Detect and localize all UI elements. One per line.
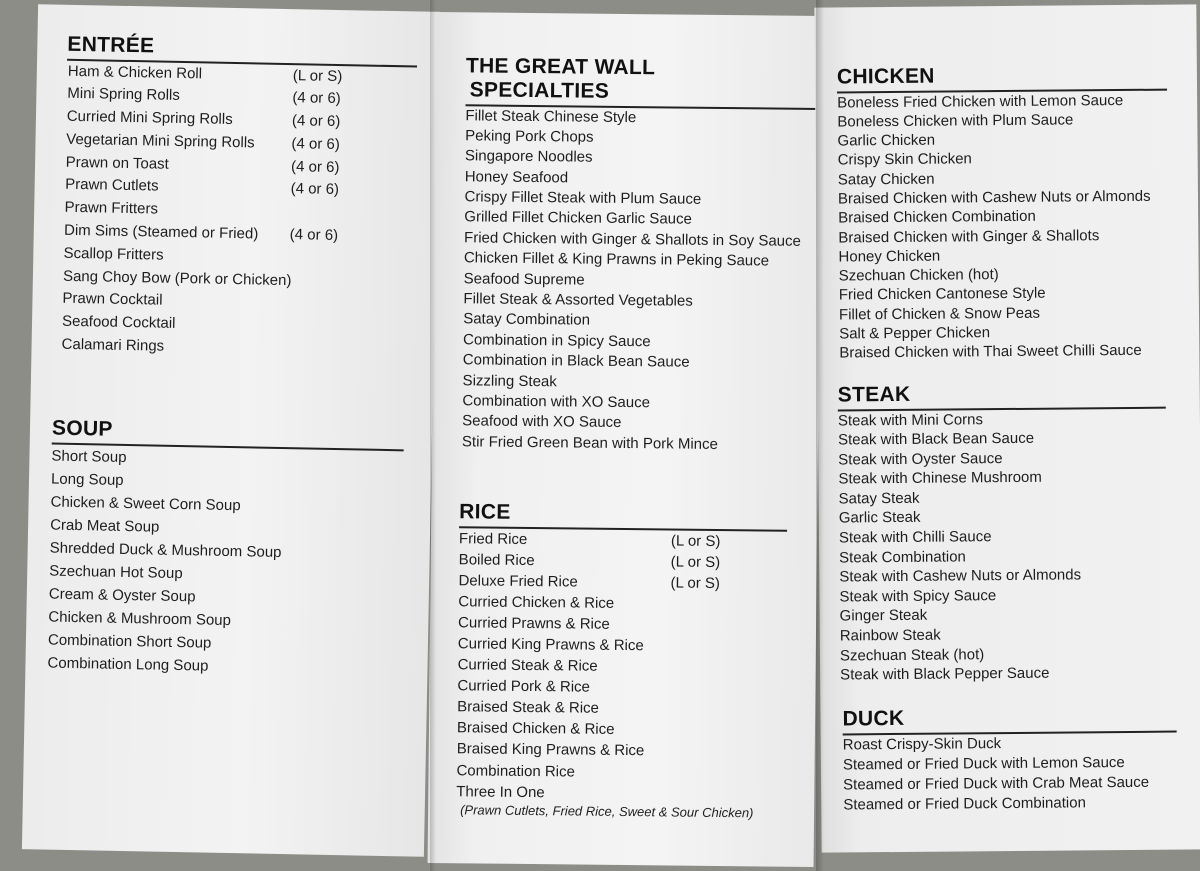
rice-title: RICE bbox=[459, 500, 511, 524]
duck-item-name: Steamed or Fried Duck Combination bbox=[843, 793, 1086, 813]
fold-crease-left bbox=[430, 0, 436, 871]
rice-item-portion: (L or S) bbox=[670, 553, 721, 571]
entree-item-name: Scallop Fritters bbox=[63, 244, 164, 264]
specialties-title-line2: SPECIALTIES bbox=[469, 78, 610, 103]
chicken-item-name: Braised Chicken with Thai Sweet Chilli Sauce bbox=[839, 342, 1142, 362]
entree-item-name: Prawn Fritters bbox=[64, 199, 159, 218]
entree-list bbox=[61, 60, 417, 363]
chicken-item-name: Braised Chicken with Ginger & Shallots bbox=[838, 226, 1100, 247]
steak-title: STEAK bbox=[837, 382, 911, 407]
duck-item-name: Steamed or Fried Duck with Crab Meat Sauce bbox=[843, 773, 1150, 793]
chicken-item-name: Fillet of Chicken & Snow Peas bbox=[838, 304, 1041, 324]
entree-item-name: Dim Sims (Steamed or Fried) bbox=[63, 221, 259, 243]
entree-item-portion: (4 or 6) bbox=[290, 157, 340, 176]
soup-item-name: Szechuan Hot Soup bbox=[49, 562, 183, 582]
rice-section bbox=[456, 500, 787, 820]
rice-item-name: Curried Steak & Rice bbox=[457, 656, 598, 675]
rice-item bbox=[456, 781, 784, 806]
soup-item-name: Shredded Duck & Mushroom Soup bbox=[49, 539, 282, 561]
duck-item-name: Steamed or Fried Duck with Lemon Sauce bbox=[842, 753, 1125, 773]
chicken-item-name: Szechuan Chicken (hot) bbox=[838, 266, 999, 285]
steak-item-name: Steak with Spicy Sauce bbox=[839, 586, 997, 606]
entree-title: ENTRÉE bbox=[67, 32, 155, 58]
steak-item-name: Satay Steak bbox=[838, 489, 920, 508]
entree-item-name: Mini Spring Rolls bbox=[67, 85, 181, 105]
specialty-item-name: Seafood Supreme bbox=[463, 269, 585, 289]
specialties-title-line1: THE GREAT WALL bbox=[465, 54, 656, 80]
soup-item-name: Crab Meat Soup bbox=[49, 516, 160, 536]
steak-list bbox=[838, 408, 1168, 685]
specialties-section bbox=[462, 54, 820, 456]
entree-item-name: Prawn on Toast bbox=[65, 153, 169, 173]
specialty-item-name: Singapore Noodles bbox=[464, 147, 593, 166]
specialty-item-name: Chicken Fillet & King Prawns in Peking Sauce bbox=[463, 249, 770, 270]
chicken-item-name: Honey Chicken bbox=[838, 247, 941, 266]
entree-item-name: Sang Choy Bow (Pork or Chicken) bbox=[62, 267, 292, 289]
soup-item-name: Long Soup bbox=[50, 470, 124, 489]
soup-item-name: Short Soup bbox=[51, 447, 127, 466]
duck-item bbox=[843, 792, 1177, 815]
rice-item-name: Curried Chicken & Rice bbox=[458, 593, 615, 612]
specialty-item-name: Honey Seafood bbox=[464, 167, 569, 187]
chicken-item-name: Boneless Fried Chicken with Lemon Sauce bbox=[837, 91, 1124, 111]
chicken-item-name: Crispy Skin Chicken bbox=[837, 150, 972, 169]
steak-item-name: Steak with Mini Corns bbox=[837, 410, 984, 429]
specialty-item-name: Grilled Fillet Chicken Garlic Sauce bbox=[464, 208, 692, 229]
rice-item-name: Braised Steak & Rice bbox=[457, 698, 600, 717]
entree-item-name: Vegetarian Mini Spring Rolls bbox=[66, 130, 255, 152]
fold-crease-right bbox=[816, 0, 824, 871]
entree-item-name: Seafood Cocktail bbox=[61, 313, 176, 333]
steak-section bbox=[838, 381, 1169, 686]
entree-item-name: Curried Mini Spring Rolls bbox=[66, 107, 233, 129]
entree-item-portion: (4 or 6) bbox=[291, 135, 341, 153]
soup-item-name: Chicken & Mushroom Soup bbox=[48, 608, 232, 629]
steak-item-name: Steak with Black Bean Sauce bbox=[838, 429, 1035, 449]
soup-list bbox=[47, 444, 403, 681]
rice-item-name: Braised King Prawns & Rice bbox=[456, 740, 645, 760]
chicken-item-name: Satay Chicken bbox=[837, 170, 935, 189]
steak-item-name: Szechuan Steak (hot) bbox=[839, 645, 985, 665]
duck-item-name: Roast Crispy-Skin Duck bbox=[842, 734, 1002, 753]
rice-item-name: Curried King Prawns & Rice bbox=[457, 635, 644, 655]
menu-panel-left bbox=[22, 4, 440, 857]
specialty-item-name: Fillet Steak & Assorted Vegetables bbox=[463, 290, 693, 310]
rice-list bbox=[456, 528, 787, 806]
soup-item-name: Combination Long Soup bbox=[47, 654, 209, 675]
chicken-item-name: Boneless Chicken with Plum Sauce bbox=[837, 111, 1074, 131]
chicken-section bbox=[837, 63, 1170, 364]
rice-item-portion: (L or S) bbox=[670, 574, 721, 592]
soup-title: SOUP bbox=[51, 416, 113, 441]
chicken-item bbox=[839, 341, 1169, 363]
three-in-one-note: (Prawn Cutlets, Fried Rice, Sweet & Sour Chicken) bbox=[460, 802, 754, 821]
chicken-title: CHICKEN bbox=[836, 64, 935, 89]
entree-item-name: Prawn Cutlets bbox=[65, 176, 159, 196]
chicken-item-name: Braised Chicken Combination bbox=[838, 208, 1036, 227]
rice-item-name: Deluxe Fried Rice bbox=[458, 571, 578, 591]
specialty-item-name: Stir Fried Green Bean with Pork Mince bbox=[461, 433, 718, 453]
soup-item-name: Combination Short Soup bbox=[47, 631, 212, 652]
soup-item-name: Cream & Oyster Soup bbox=[48, 585, 196, 605]
specialty-item-name: Peking Pork Chops bbox=[465, 127, 594, 146]
chicken-item-name: Salt & Pepper Chicken bbox=[839, 324, 991, 343]
specialty-item-name: Sizzling Steak bbox=[462, 371, 557, 390]
duck-section bbox=[842, 705, 1177, 815]
steak-item-name: Steak with Chinese Mushroom bbox=[838, 468, 1042, 488]
entree-section bbox=[61, 33, 417, 364]
entree-item-portion: (4 or 6) bbox=[289, 226, 339, 245]
menu-panel-middle bbox=[428, 12, 823, 867]
steak-item-name: Steak with Chilli Sauce bbox=[838, 528, 992, 547]
specialty-item-name: Seafood with XO Sauce bbox=[462, 412, 622, 432]
rice-item-portion: (L or S) bbox=[670, 531, 721, 550]
specialty-item-name: Satay Combination bbox=[463, 310, 591, 330]
entree-item-name: Prawn Cocktail bbox=[62, 290, 163, 310]
duck-title: DUCK bbox=[842, 706, 905, 731]
steak-item-name: Steak with Black Pepper Sauce bbox=[840, 664, 1050, 684]
specialty-item-name: Combination with XO Sauce bbox=[462, 392, 651, 412]
steak-item bbox=[840, 663, 1168, 685]
rice-item-name: Curried Pork & Rice bbox=[457, 677, 591, 696]
steak-item-name: Rainbow Steak bbox=[839, 626, 941, 645]
duck-list bbox=[843, 732, 1178, 815]
steak-item-name: Ginger Steak bbox=[839, 607, 928, 625]
entree-item-name: Calamari Rings bbox=[61, 335, 165, 355]
specialty-item bbox=[462, 432, 816, 456]
rice-item-name: Combination Rice bbox=[456, 761, 575, 781]
rice-item-name: Boiled Rice bbox=[458, 550, 535, 569]
soup-item-name: Chicken & Sweet Corn Soup bbox=[50, 493, 241, 514]
chicken-list bbox=[837, 90, 1169, 363]
steak-item-name: Steak Combination bbox=[839, 548, 966, 567]
entree-item-portion: (L or S) bbox=[292, 66, 343, 85]
chicken-item-name: Garlic Chicken bbox=[837, 131, 936, 150]
specialty-item-name: Fried Chicken with Ginger & Shallots in Soy Sauce bbox=[464, 229, 802, 250]
specialty-item-name: Combination in Spicy Sauce bbox=[462, 331, 651, 351]
rice-item-name: Three In One bbox=[456, 782, 545, 801]
steak-item-name: Steak with Cashew Nuts or Almonds bbox=[839, 566, 1082, 586]
entree-item-portion: (4 or 6) bbox=[290, 180, 340, 199]
soup-section bbox=[47, 417, 404, 681]
steak-item-name: Steak with Oyster Sauce bbox=[838, 449, 1003, 469]
entree-item-name: Ham & Chicken Roll bbox=[67, 62, 203, 82]
specialty-item-name: Fillet Steak Chinese Style bbox=[465, 106, 637, 126]
chicken-item-name: Fried Chicken Cantonese Style bbox=[838, 285, 1046, 304]
rice-item-name: Curried Prawns & Rice bbox=[457, 614, 610, 633]
specialty-item-name: Combination in Black Bean Sauce bbox=[462, 351, 690, 371]
rice-item-name: Braised Chicken & Rice bbox=[456, 719, 615, 739]
steak-item-name: Garlic Steak bbox=[838, 509, 921, 527]
rice-item-name: Fried Rice bbox=[458, 529, 528, 548]
menu-panel-right bbox=[814, 4, 1200, 852]
entree-item-portion: (4 or 6) bbox=[292, 89, 341, 108]
entree-item-portion: (4 or 6) bbox=[291, 112, 341, 131]
specialty-item-name: Crispy Fillet Steak with Plum Sauce bbox=[464, 188, 702, 208]
chicken-item-name: Braised Chicken with Cashew Nuts or Almonds bbox=[837, 187, 1151, 208]
specialties-list bbox=[462, 106, 820, 456]
